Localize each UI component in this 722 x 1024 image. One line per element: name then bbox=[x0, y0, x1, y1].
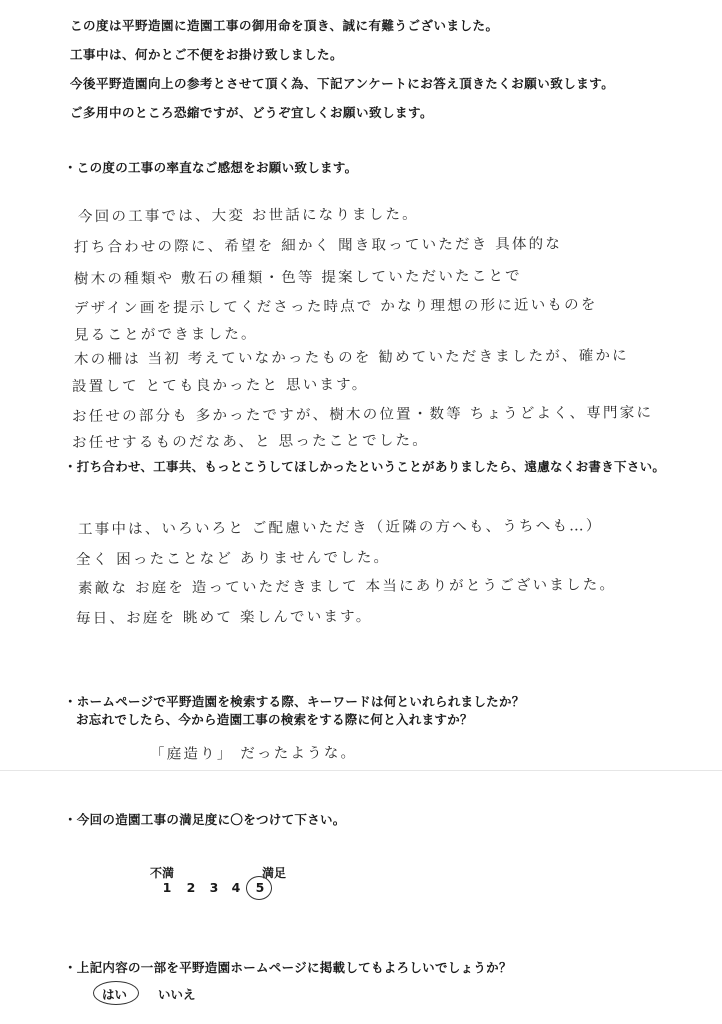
divider bbox=[0, 770, 722, 771]
question-publish: ・上記内容の一部を平野造園ホームページに掲載してもよろしいでしょうか？ bbox=[64, 960, 512, 975]
handwritten-line: 打ち合わせの際に、希望を 細かく 聞き取っていただき 具体的な bbox=[73, 236, 563, 256]
handwritten-line: デザイン画を提示してくださった時点で かなり理想の形に近いものを bbox=[73, 297, 598, 317]
scale-option-3[interactable]: 3 bbox=[209, 880, 219, 895]
handwritten-line: 工事中は、いろいろと ご配慮いただき（近隣の方へも、うちへも…） bbox=[77, 518, 603, 538]
question-satisfaction: ・今回の造園工事の満足度に〇をつけて下さい。 bbox=[64, 812, 346, 827]
scale-high-label: 満足 bbox=[262, 866, 287, 880]
question-requests: ・打ち合わせ、工事共、もっとこうしてほしかったということがありましたら、遠慮なくお書き下さい。 bbox=[64, 459, 666, 474]
intro-text bbox=[70, 16, 700, 132]
handwritten-line: 毎日、お庭を 眺めて 楽しんでいます。 bbox=[75, 608, 373, 628]
handwritten-line: お任せの部分も 多かったですが、樹木の位置・数等 ちょうどよく、専門家に bbox=[71, 404, 654, 426]
handwritten-line: お任せするものだなあ、と 思ったことでした。 bbox=[71, 432, 429, 452]
scale-option-5[interactable]: 5 bbox=[255, 880, 265, 895]
question-impressions: ・この度の工事の率直なご感想をお願い致します。 bbox=[64, 160, 358, 175]
intro-line: この度は平野造園に造園工事の御用命を頂き、誠に有難うございました。 bbox=[70, 18, 499, 33]
handwritten-line: 素敵な お庭を 造っていただきまして 本当にありがとうございました。 bbox=[77, 577, 617, 597]
handwritten-line: 設置して とても良かったと 思います。 bbox=[71, 376, 369, 396]
answer-keyword: 「庭造り」 だったような。 bbox=[149, 745, 358, 763]
scale-option-2[interactable]: 2 bbox=[186, 880, 196, 895]
intro-line: ご多用中のところ恐縮ですが、どうぞ宜しくお願い致します。 bbox=[70, 105, 434, 120]
publish-yes-option[interactable]: はい bbox=[102, 987, 128, 1002]
handwritten-line: 木の柵は 当初 考えていなかったものを 勧めていただきましたが、確かに bbox=[73, 348, 629, 368]
scale-option-4[interactable]: 4 bbox=[231, 880, 241, 895]
scale-option-1[interactable]: 1 bbox=[162, 880, 172, 895]
selection-circle bbox=[246, 876, 272, 900]
handwritten-line: 見ることができました。 bbox=[73, 326, 258, 344]
intro-line: 今後平野造園向上の参考とさせて頂く為、下記アンケートにお答え頂きたくお願い致します。 bbox=[70, 76, 615, 91]
intro-line: 工事中は、何かとご不便をお掛け致しました。 bbox=[70, 47, 344, 62]
question-keyword: ・ホームページで平野造園を検索する際、キーワードは何といれられましたか？ bbox=[64, 694, 525, 709]
publish-no-option[interactable]: いいえ bbox=[158, 987, 196, 1002]
question-keyword-sub: お忘れでしたら、今から造園工事の検索をする際に何と入れますか？ bbox=[76, 712, 473, 727]
selection-circle bbox=[93, 981, 139, 1005]
scale-low-label: 不満 bbox=[150, 866, 175, 880]
handwritten-line: 全く 困ったことなど ありませんでした。 bbox=[75, 549, 391, 569]
handwritten-line: 樹木の種類や 敷石の種類・色等 提案していただいたことで bbox=[73, 268, 522, 288]
handwritten-line: 今回の工事では、大変 お世話になりました。 bbox=[77, 206, 419, 226]
